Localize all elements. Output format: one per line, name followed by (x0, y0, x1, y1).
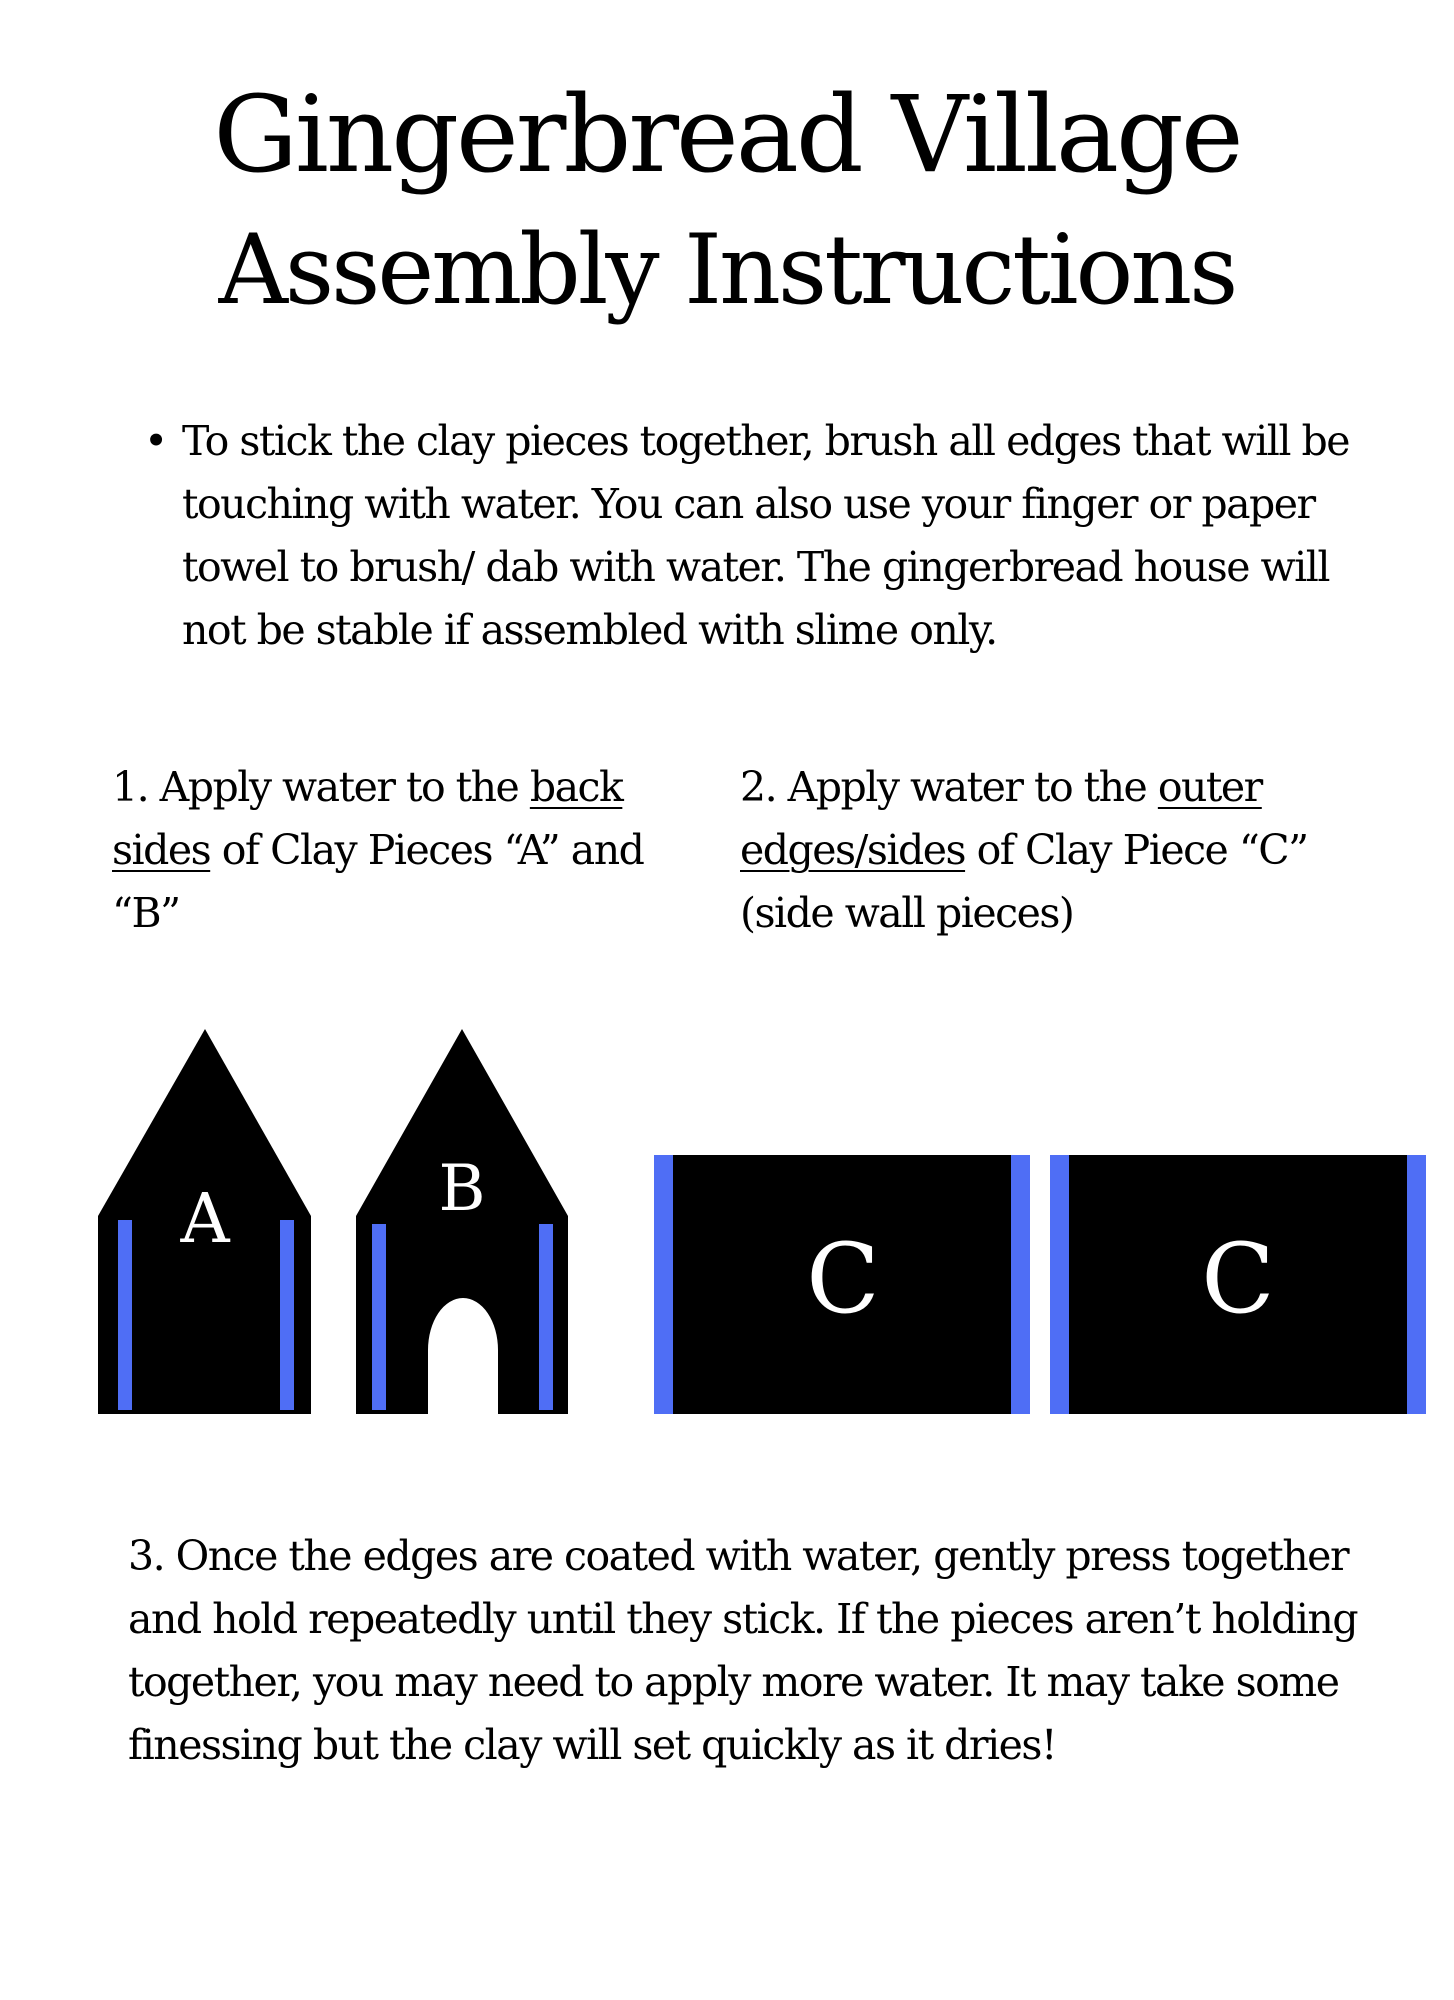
piece-b-right-edge (539, 1224, 553, 1410)
clay-pieces-diagram (0, 1020, 1454, 1440)
step-1-instruction (112, 756, 672, 945)
piece-c2-left-edge (1050, 1155, 1069, 1414)
clay-piece-c-2 (1050, 1155, 1426, 1414)
step-3-instruction: 3. Once the edges are coated with water, gently press together and hold repeatedly until they stick. If the pieces aren’t holding together, you may need to apply more water. It may take some finessing but the clay will set quickly as it dries! (128, 1532, 1358, 1769)
bullet-icon: • (144, 417, 167, 465)
piece-c2-right-edge (1407, 1155, 1426, 1414)
step-2-instruction (740, 756, 1390, 945)
piece-a-left-edge (118, 1220, 132, 1410)
intro-text: To stick the clay pieces together, brush all edges that will be touching with water. You can also use your finger or paper towel to brush/ dab with water. The gingerbread house will not be stable if assembled with slime only. (182, 417, 1349, 654)
step-1-prefix: 1. Apply water to the (112, 763, 530, 811)
piece-c1-left-edge (654, 1155, 673, 1414)
clay-piece-a (98, 1029, 311, 1414)
piece-c1-label: C (806, 1223, 880, 1335)
clay-piece-b (356, 1029, 568, 1414)
piece-b-label: B (438, 1152, 486, 1226)
step-1-underlined: back sides (112, 763, 623, 874)
step-2-suffix: of Clay Piece “C” (side wall pieces) (740, 826, 1308, 937)
step-2-underlined: outer edges/sides (740, 763, 1262, 874)
step-2-prefix: 2. Apply water to the (740, 763, 1158, 811)
piece-c1-right-edge (1011, 1155, 1030, 1414)
piece-c2-label: C (1201, 1223, 1275, 1335)
step-1-suffix: of Clay Pieces “A” and “B” (112, 826, 644, 937)
piece-a-right-edge (280, 1220, 294, 1410)
piece-a-label: A (180, 1180, 230, 1259)
clay-piece-c-1 (654, 1155, 1030, 1414)
page-subtitle: Assembly Instructions (218, 214, 1236, 326)
piece-b-left-edge (372, 1224, 386, 1410)
intro-bullet (140, 410, 1370, 662)
page-title: Gingerbread Village (213, 73, 1241, 196)
